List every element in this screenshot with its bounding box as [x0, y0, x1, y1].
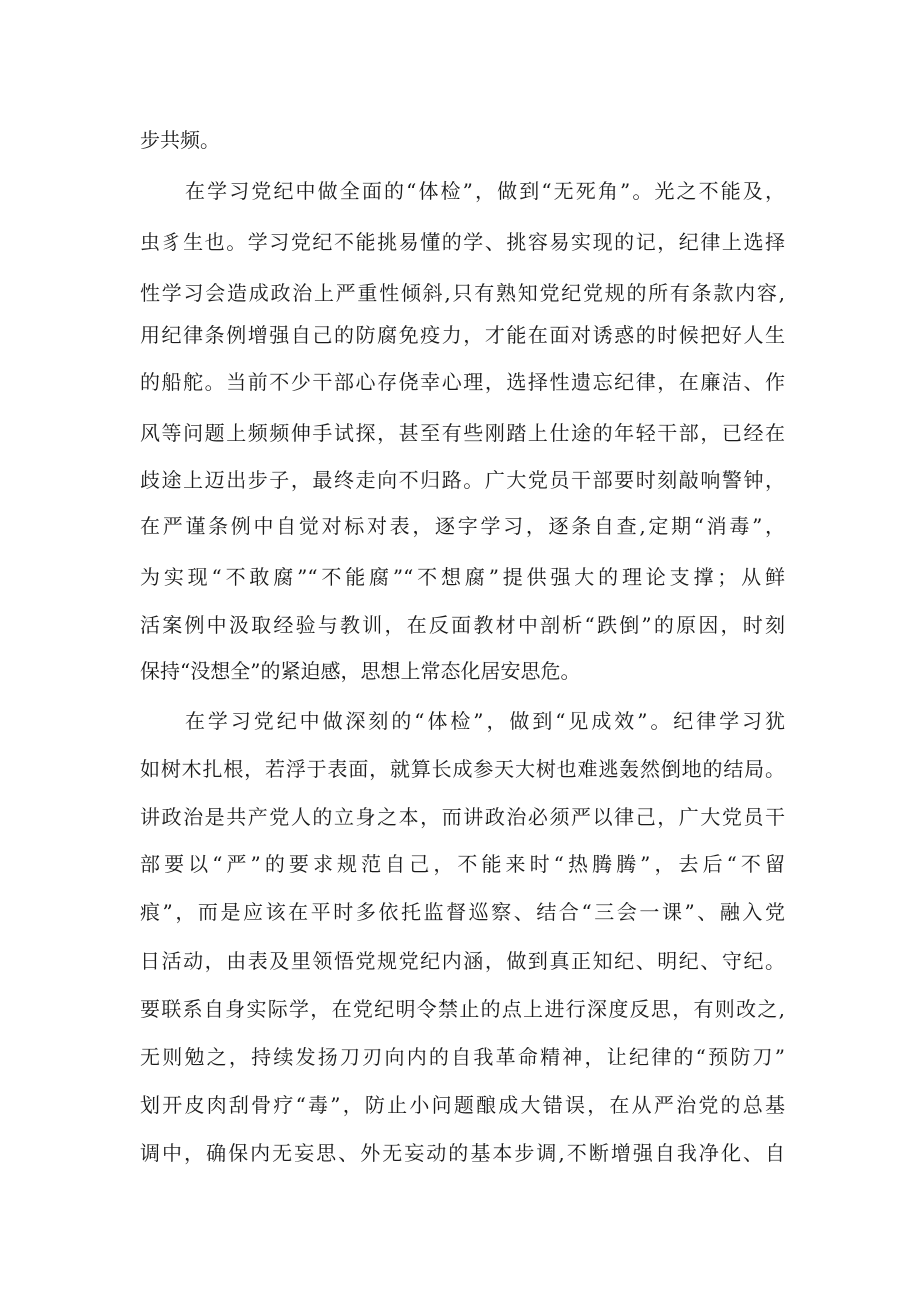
paragraph-3-line-1: 在学习党纪中做深刻的“体检”，做到“见成效”。纪律学习犹 [185, 709, 785, 733]
paragraph-2-line-9: 为实现“不敢腐”“不能腐”“不想腐”提供强大的理论支撑；从鲜 [140, 565, 785, 589]
paragraph-2-line-7: 歧途上迈出步子，最终走向不归路。广大党员干部要时刻敲响警钟， [140, 468, 785, 492]
paragraph-2-line-1: 在学习党纪中做全面的“体检”，做到“无死角”。光之不能及， [185, 179, 785, 203]
paragraph-3-line-7: 要联系自身实际学，在党纪明令禁止的点上进行深度反思，有则改之, [140, 997, 785, 1021]
paragraph-3-line-6: 日活动，由表及里领悟党规党纪内涵，做到真正知纪、明纪、守纪。 [140, 949, 785, 973]
paragraph-2-line-2: 虫豸生也。学习党纪不能挑易懂的学、挑容易实现的记，纪律上选择 [140, 230, 785, 254]
paragraph-2-line-6: 风等问题上频频伸手试探，甚至有些刚踏上仕途的年轻干部，已经在 [140, 421, 785, 445]
paragraph-3-line-5: 痕”，而是应该在平时多依托监督巡察、结合“三会一课”、融入党 [140, 900, 785, 924]
paragraph-2-line-3: 性学习会造成政治上严重性倾斜,只有熟知党纪党规的所有条款内容, [140, 281, 785, 305]
paragraph-2-line-4: 用纪律条例增强自己的防腐免疫力，才能在面对诱惑的时候把好人生 [140, 323, 785, 347]
paragraph-3-line-2: 如树木扎根，若浮于表面，就算长成参天大树也难逃轰然倒地的结局。 [140, 757, 785, 781]
paragraph-2-line-11: 保持“没想全”的紧迫感，思想上常态化居安思危。 [140, 659, 581, 683]
paragraph-2-line-10: 活案例中汲取经验与教训，在反面教材中剖析“跌倒”的原因，时刻 [140, 613, 785, 637]
paragraph-3-line-8: 无则勉之，持续发扬刀刃向内的自我革命精神，让纪律的“预防刀” [140, 1045, 785, 1069]
paragraph-2-line-8: 在严谨条例中自觉对标对表，逐字学习，逐条自查,定期“消毒”， [140, 514, 785, 538]
paragraph-3-line-3: 讲政治是共产党人的立身之本，而讲政治必须严以律己，广大党员干 [140, 805, 785, 829]
paragraph-2-line-5: 的船舵。当前不少干部心存侥幸心理，选择性遗忘纪律，在廉洁、作 [140, 370, 785, 394]
paragraph-1-line-1: 步共频。 [140, 128, 220, 152]
paragraph-3-line-10: 调中，确保内无妄思、外无妄动的基本步调,不断增强自我净化、自 [140, 1141, 785, 1165]
paragraph-3-line-4: 部要以“严”的要求规范自己，不能来时“热腾腾”，去后“不留 [140, 852, 785, 876]
paragraph-3-line-9: 划开皮肉刮骨疗“毒”，防止小问题酿成大错误，在从严治党的总基 [140, 1093, 785, 1117]
